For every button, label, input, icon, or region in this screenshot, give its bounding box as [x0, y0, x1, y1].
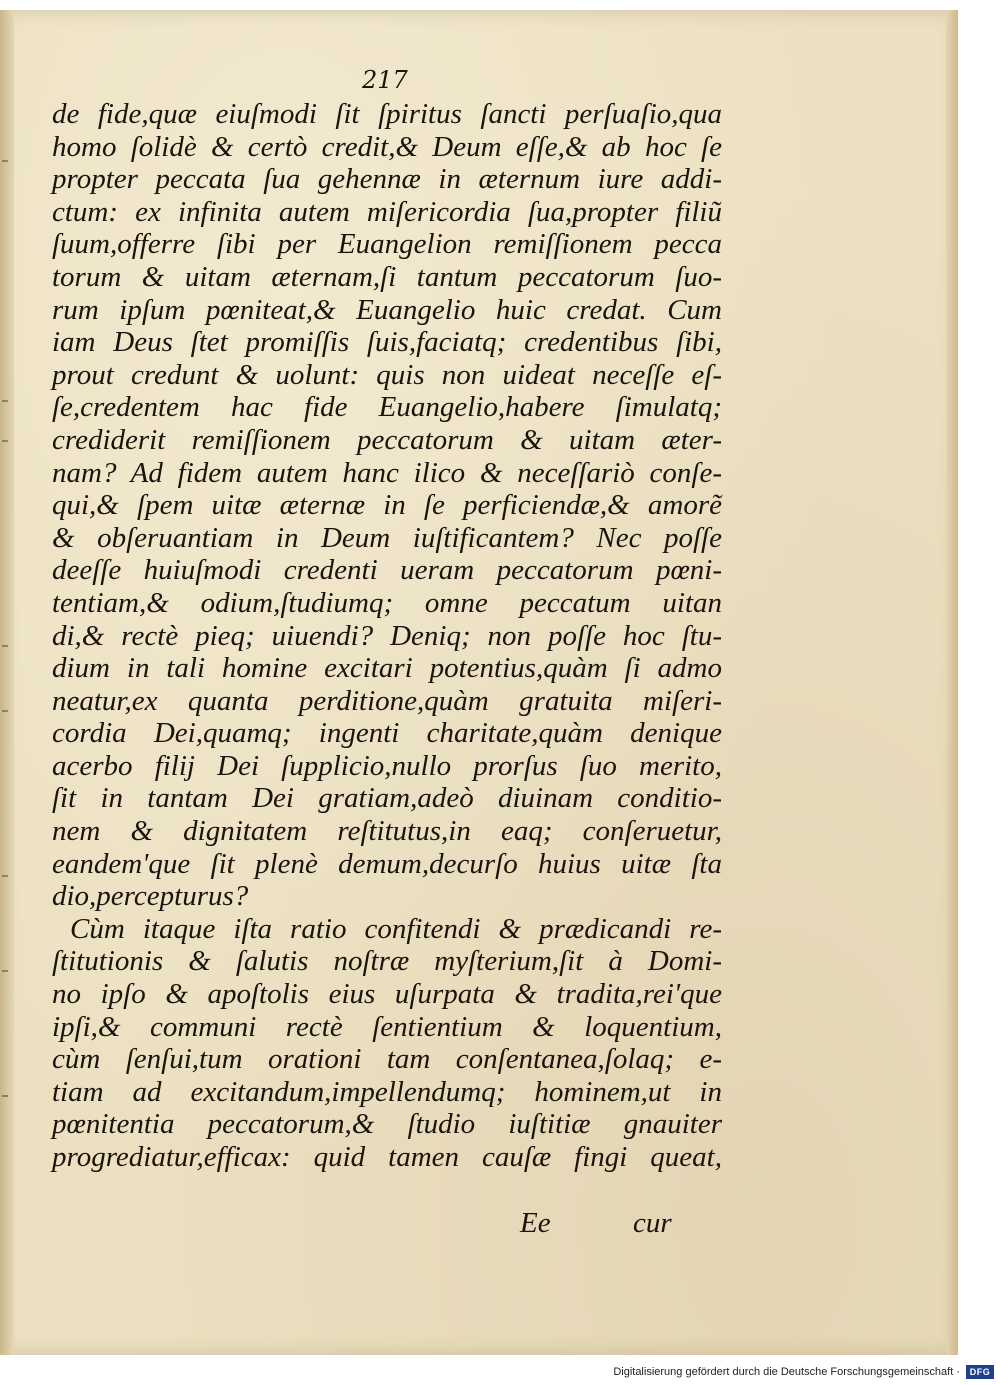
text-line: prout credunt & uolunt: quis non uideat neceſſe eſ- — [52, 358, 722, 391]
dfg-logo: DFG — [966, 1365, 994, 1379]
text-line: deeſſe huiuſmodi credenti ueram peccatorum pœni- — [52, 554, 722, 587]
text-line: ipſi,& communi rectè ſentientium & loquentium, — [52, 1010, 722, 1043]
text-line: dio,percepturus? — [52, 880, 249, 913]
paragraph-start-line: Cùm itaque iſta ratio confitendi & prædicandi re- — [70, 912, 722, 945]
text-line: pœnitentia peccatorum,& ſtudio iuſtitiæ gnauiter — [52, 1108, 722, 1141]
text-line: dium in tali homine excitari potentius,quàm ſi admo — [52, 652, 722, 685]
page-number: 217 — [362, 66, 408, 94]
text-line: de fide,quæ eiuſmodi ſit ſpiritus ſancti perſuaſio,qua — [52, 98, 722, 130]
text-line: cordia Dei,quamq; ingenti charitate,quàm denique — [52, 717, 722, 750]
text-line: qui,& ſpem uitæ æternæ in ſe perficiendæ,& amorẽ — [52, 489, 722, 522]
text-line: ſe,credentem hac fide Euangelio,habere ſimulatq; — [52, 391, 722, 424]
text-line: torum & uitam æternam,ſi tantum peccatorum ſuo- — [52, 260, 722, 293]
text-line: progrediatur,efficax: quid tamen cauſæ fingi queat, — [52, 1141, 722, 1173]
funding-note: Digitalisierung gefördert durch die Deutsche Forschungsgemeinschaft · — [613, 1366, 960, 1378]
text-line: ctum: ex infinita autem miſericordia ſua,propter filiũ — [52, 195, 722, 228]
signature-mark: Ee — [520, 1207, 551, 1239]
body-text — [52, 98, 722, 1174]
text-line: crediderit remiſſionem peccatorum & uitam æter- — [52, 423, 722, 456]
text-line: nem & dignitatem reſtitutus,in eaq; conſeruetur, — [52, 815, 722, 848]
text-line: tentiam,& odium,ſtudiumq; omne peccatum uitan — [52, 586, 722, 619]
text-line: nam? Ad fidem autem hanc ilico & neceſſariò conſe- — [52, 456, 722, 489]
text-line: propter peccata ſua gehennæ in æternum iure addi- — [52, 163, 722, 196]
text-line: ſtitutionis & ſalutis noſtræ myſterium,ſit à Domi- — [52, 945, 722, 978]
text-line: no ipſo & apoſtolis eius uſurpata & tradita,rei'que — [52, 978, 722, 1011]
text-line: & obſeruantiam in Deum iuſtificantem? Nec poſſe — [52, 521, 722, 554]
text-line: iam Deus ſtet promiſſis ſuis,faciatq; credentibus ſibi, — [52, 326, 722, 359]
text-line: neatur,ex quanta perditione,quàm gratuita miſeri- — [52, 684, 722, 717]
text-line: ſit in tantam Dei gratiam,adeò diuinam conditio- — [52, 782, 722, 815]
text-line: di,& rectè pieq; uiuendi? Deniq; non poſſe hoc ſtu- — [52, 619, 722, 652]
text-line: homo ſolidè & certò credit,& Deum eſſe,& ab hoc ſe — [52, 130, 722, 163]
catchword-row — [0, 1207, 1000, 1243]
footer-bar — [0, 1362, 1000, 1385]
binding-marks — [0, 90, 40, 1210]
text-line: acerbo filij Dei ſupplicio,nullo prorſus ſuo merito, — [52, 749, 722, 782]
text-line: rum ipſum pœniteat,& Euangelio huic credat. Cum — [52, 293, 722, 326]
catchword: cur — [633, 1207, 672, 1239]
text-line: tiam ad excitandum,impellendumq; hominem,ut in — [52, 1075, 722, 1108]
text-line: eandem'que ſit plenè demum,decurſo huius uitæ ſta — [52, 847, 722, 880]
text-line: cùm ſenſui,tum orationi tam conſentanea,ſolaq; e- — [52, 1043, 722, 1076]
text-line: ſuum,offerre ſibi per Euangelion remiſſionem pecca — [52, 228, 722, 261]
page-outer-edge — [946, 10, 958, 1355]
